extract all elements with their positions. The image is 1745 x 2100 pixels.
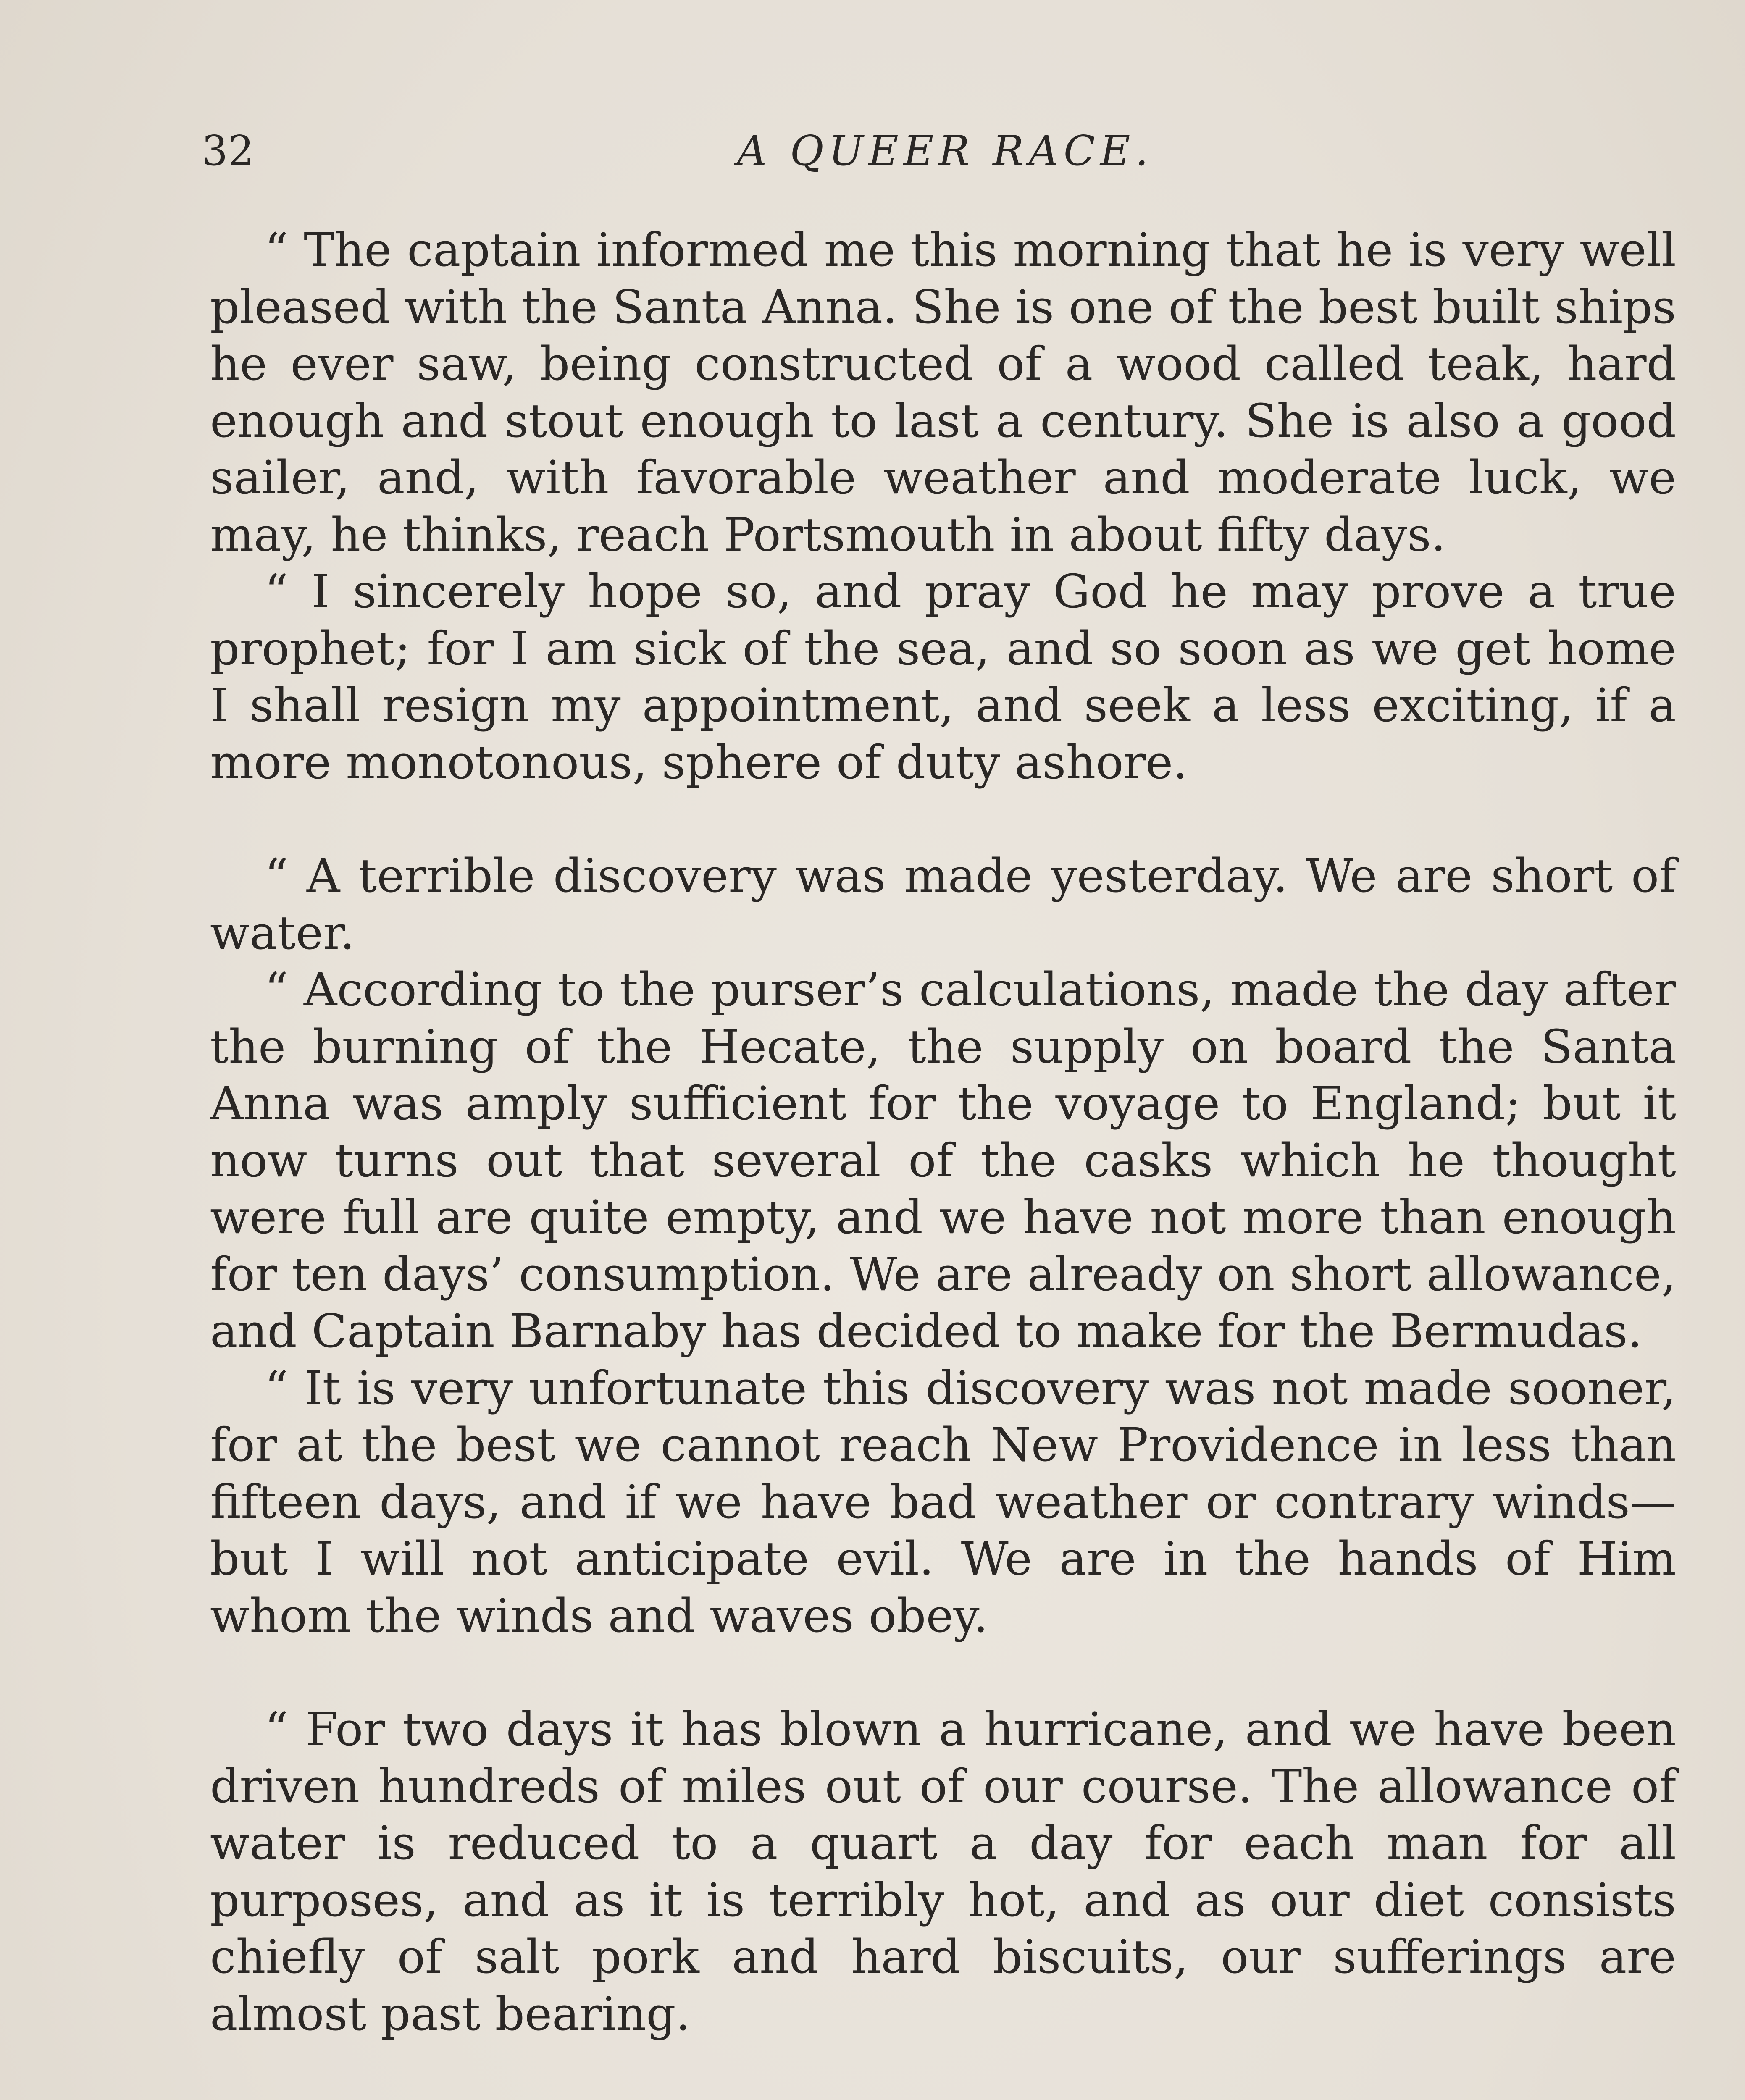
paragraph: “ It is very unfortunate this discovery was not made sooner, for at the best we cannot reach New Providence in less than fifteen days, and if we have bad weather or contrary winds—but I will not anticipate evil. We are in the hands of Him whom the winds and waves obey. <box>210 1361 1676 1643</box>
running-head <box>202 122 1689 181</box>
book-title: A QUEER RACE. <box>737 127 1154 175</box>
page-number: 32 <box>202 127 254 175</box>
paragraph: “ For two days it has blown a hurricane, and we have been driven hundreds of miles out of our course. The allowance of water is reduced to a quart a day for each man for all purposes, and as it is terribly hot, and as our diet consists chiefly of salt pork and hard biscuits, our sufferings are almost past bearing. <box>210 1702 1676 2041</box>
paragraph: “ The captain informed me this morning that he is very well pleased with the Santa Anna. She is one of the best built ships he ever saw, being constructed of a wood called teak, hard enough and stout enough to last a century. She is also a good sailer, and, with favorable weather and moderate luck, we may, he thinks, reach Portsmouth in about fifty days. <box>210 223 1676 562</box>
paragraph: “ A terrible discovery was made yesterday. We are short of water. <box>210 849 1676 960</box>
paragraph: “ I sincerely hope so, and pray God he may prove a true prophet; for I am sick of the sea, and so soon as we get home I shall resign my appointment, and seek a less exciting, if a more monotonous, sphere of duty ashore. <box>210 564 1676 789</box>
paragraph: “ According to the purser’s calculations, made the day after the burning of the Hecate, the supply on board the Santa Anna was amply sufficient for the voyage to England; but it now turns out that several of the casks which he thought were full are quite empty, and we have not more than enough for ten days’ consumption. We are already on short allowance, and Captain Barnaby has decided to make for the Bermudas. <box>210 963 1676 1358</box>
body-text <box>210 222 1676 2100</box>
